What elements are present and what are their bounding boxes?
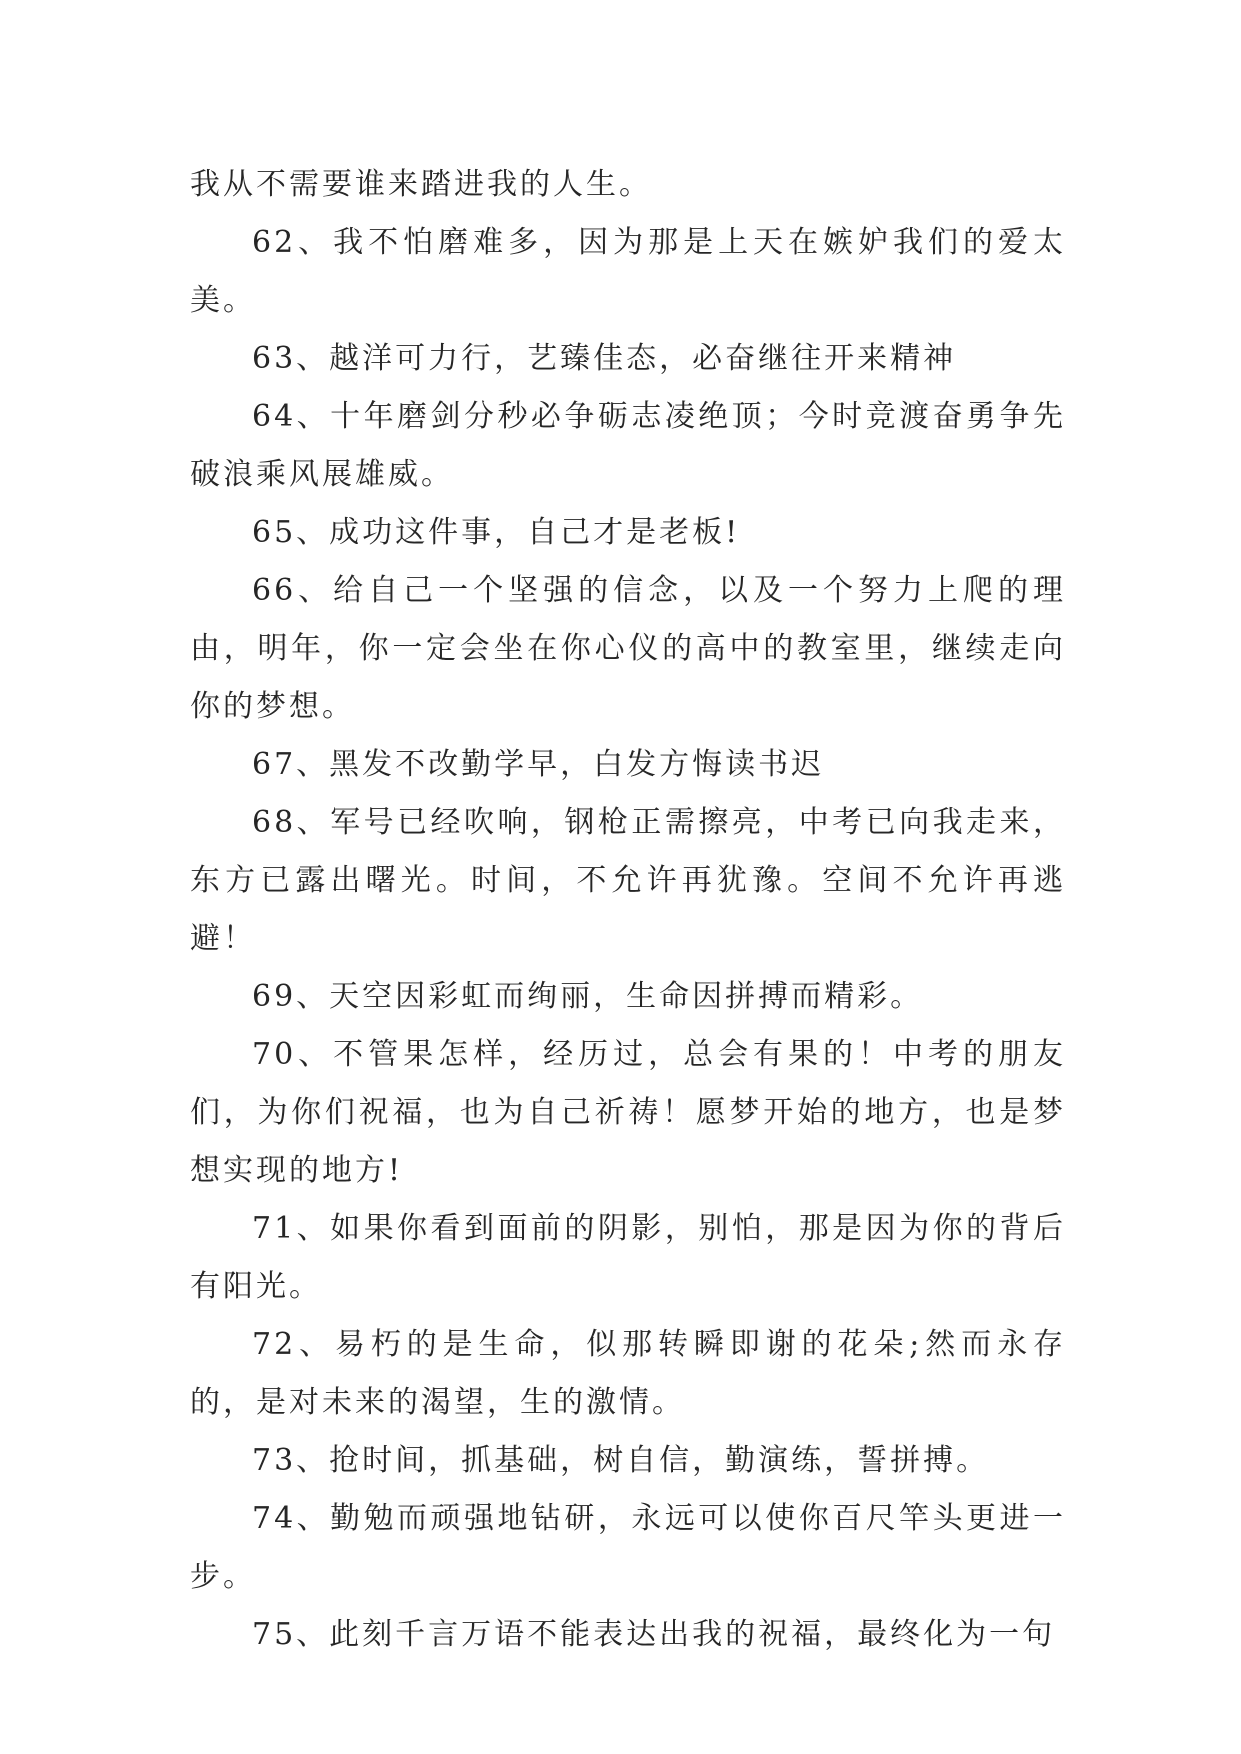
paragraph-73: 73、抢时间，抓基础，树自信，勤演练，誓拼搏。 — [252, 1443, 990, 1478]
paragraph-62: 62、我不怕磨难多，因为那是上天在嫉妒我们的爱太美。 — [190, 225, 1066, 318]
paragraph-71: 71、如果你看到面前的阴影，别怕，那是因为你的背后有阳光。 — [190, 1211, 1066, 1304]
paragraph-63: 63、越洋可力行，艺臻佳态，必奋继往开来精神 — [252, 341, 957, 376]
document-body — [190, 156, 1066, 1664]
paragraph-68: 68、军号已经吹响，钢枪正需擦亮，中考已向我走来，东方已露出曙光。时间，不允许再犹豫。空间不允许再逃避！ — [190, 805, 1066, 956]
paragraph-74: 74、勤勉而顽强地钻研，永远可以使你百尺竿头更进一步。 — [190, 1501, 1066, 1594]
paragraph-64: 64、十年磨剑分秒必争砺志凌绝顶；今时竞渡奋勇争先破浪乘风展雄威。 — [190, 399, 1066, 492]
paragraph-70: 70、不管果怎样，经历过，总会有果的！中考的朋友们，为你们祝福，也为自己祈祷！愿梦开始的地方，也是梦想实现的地方! — [190, 1037, 1066, 1188]
paragraph-69: 69、天空因彩虹而绚丽，生命因拼搏而精彩。 — [252, 979, 924, 1014]
paragraph-72: 72、易朽的是生命，似那转瞬即谢的花朵;然而永存的，是对未来的渴望，生的激情。 — [190, 1327, 1066, 1420]
paragraph-66: 66、给自己一个坚强的信念，以及一个努力上爬的理由，明年，你一定会坐在你心仪的高中的教室里，继续走向你的梦想。 — [190, 573, 1066, 724]
paragraph-75: 75、此刻千言万语不能表达出我的祝福，最终化为一句 — [252, 1617, 1056, 1652]
paragraph-65: 65、成功这件事，自己才是老板! — [252, 515, 741, 550]
paragraph-67: 67、黑发不改勤学早，白发方悔读书迟 — [252, 747, 825, 782]
paragraph-continuation: 我从不需要谁来踏进我的人生。 — [190, 167, 652, 202]
